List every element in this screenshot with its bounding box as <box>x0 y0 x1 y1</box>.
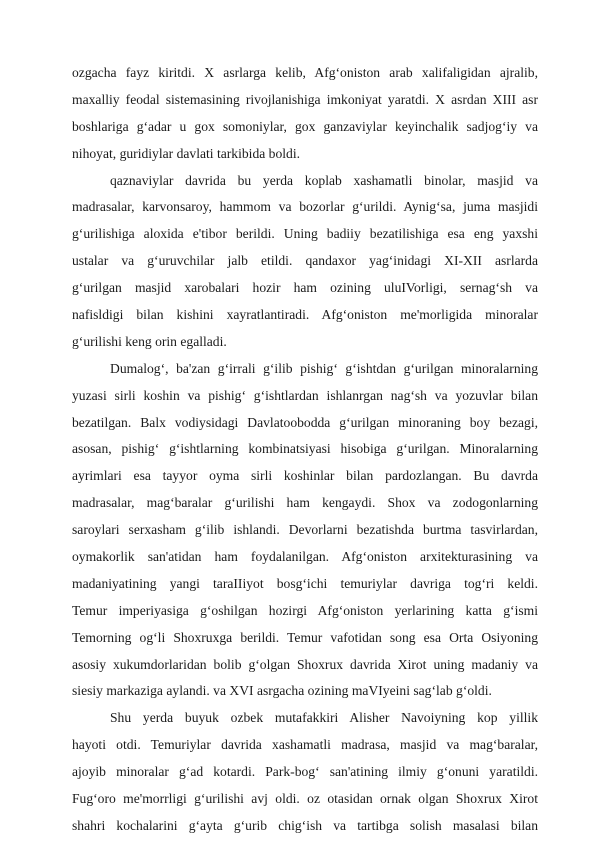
text-line: Shu yerda buyuk ozbek mutafakkiri Alisher Navoiyning kop yillik <box>110 710 538 726</box>
text-line: Dumalog‘, ba'zan g‘irrali g‘ilib pishig‘ g‘ishtdan g‘urilgan minoralarning <box>110 360 538 376</box>
text-line: oymakorlik san'atidan ham foydalanilgan. Afg‘oniston arxitekturasining va <box>72 549 538 565</box>
text-line: yuzasi sirli koshin va pishig‘ g‘ishtlardan ishlanrgan nag‘sh va yozuvlar bilan <box>72 387 538 403</box>
text-line: Temorning og‘li Shoxruxga berildi. Temur vafotidan song esa Orta Osiyoning <box>72 629 538 645</box>
text-line: Fug‘oro me'morrligi g‘urilishi avj oldi. oz otasidan ornak olgan Shoxrux Xirot <box>72 791 538 807</box>
text-line: g‘urilgan masjid xarobalari hozir ham ozining uluIVorligi, sernag‘sh va <box>72 280 538 296</box>
text-line: g‘urilishi keng orin egalladi. <box>72 333 227 349</box>
text-line: maxalliy feodal sistemasining rivojlanishiga imkoniyat yaratdi. X asrdan XIII asr <box>72 91 538 107</box>
text-line: asosan, pishig‘ g‘ishtlarning kombinatsiyasi hisobiga g‘urilgan. Minoralarning <box>72 441 538 457</box>
text-line: siesiy markaziga aylandi. va XVI asrgacha ozining maVIyeini sag‘lab g‘oldi. <box>72 683 492 699</box>
text-line: shahri kochalarini g‘ayta g‘urib chig‘ish va tartibga solish masalasi bilan <box>72 817 538 833</box>
text-line: boshlariga g‘adar u gox somoniylar, gox ganzaviylar keyinchalik sadjog‘iy va <box>72 118 538 134</box>
text-line: g‘urilishiga aloxida e'tibor berildi. Uning badiiy bezatilishiga esa eng yaxshi <box>72 226 538 242</box>
text-line: madrasalar, karvonsaroy, hammom va bozorlar g‘urildi. Aynig‘sa, juma masjidi <box>72 199 538 215</box>
text-line: ayrimlari esa tayyor oyma sirli koshinlar bilan pardozlangan. Bu davrda <box>72 468 538 484</box>
text-line: madaniyatining yangi taraIIiyot bosg‘ichi temuriylar davriga tog‘ri keldi. <box>72 575 538 591</box>
text-line: ajoyib minoralar g‘ad kotardi. Park-bog‘ san'atining ilmiy g‘onuni yaratildi. <box>72 764 538 780</box>
text-line: bezatilgan. Balx vodiysidagi Davlatoobodda g‘urilgan minoraning boy bezagi, <box>72 414 538 430</box>
text-line: ozgacha fayz kiritdi. X asrlarga kelib, Afg‘oniston arab xalifaligidan ajralib, <box>72 65 538 80</box>
text-line: saroylari serxasham g‘ilib ishlandi. Devorlarni bezatishda burtma tasvirlardan, <box>72 522 538 538</box>
text-line: hayoti otdi. Temuriylar davrida xashamatli madrasa, masjid va mag‘baralar, <box>72 737 538 753</box>
text-line: ustalar va g‘uruvchilar jalb etildi. qandaxor yag‘inidagi XI-XII asrlarda <box>72 253 538 269</box>
text-line: madrasalar, mag‘baralar g‘urilishi ham kengaydi. Shox va zodogonlarning <box>72 495 538 511</box>
text-line: nafisldigi bilan kishini xayratlantiradi. Afg‘oniston me'morligida minoralar <box>72 307 538 323</box>
body-text <box>72 60 538 840</box>
text-line: Temur imperiyasiga g‘oshilgan hozirgi Afg‘oniston yerlarining katta g‘ismi <box>72 602 538 618</box>
text-line: qaznaviylar davrida bu yerda koplab xashamatli binolar, masjid va <box>110 172 538 188</box>
text-line: asosiy xukumdorlaridan bolib g‘olgan Shoxrux davrida Xirot uning madaniy va <box>72 656 538 672</box>
text-line: nihoyat, guridiylar davlati tarkibida boldi. <box>72 145 301 161</box>
